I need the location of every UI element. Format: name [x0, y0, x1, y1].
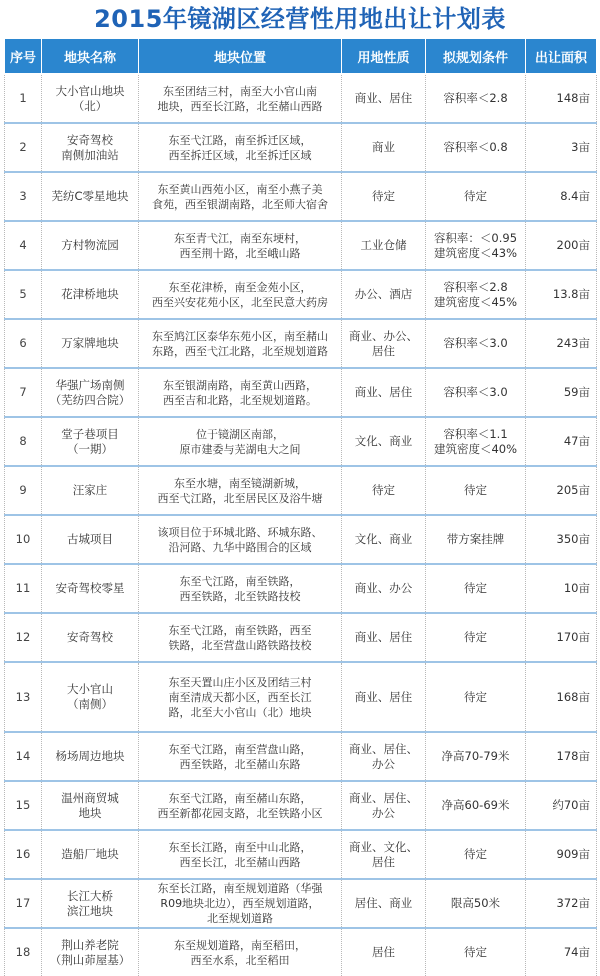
table-row	[5, 515, 597, 564]
cell-index: 16	[5, 830, 42, 879]
cell-parcel-name: 华强广场南侧 （芜纺四合院）	[42, 368, 139, 417]
cell-planning-conditions: 净高70-79米	[426, 732, 526, 781]
cell-parcel-location: 位于镜湖区南部， 原市建委与芜湖电大之间	[139, 417, 342, 466]
cell-parcel-location: 东至弋江路，南至拆迁区域， 西至拆迁区域，北至拆迁区域	[139, 123, 342, 172]
cell-land-use: 待定	[342, 172, 426, 221]
cell-transfer-area: 13.8亩	[526, 270, 597, 319]
cell-transfer-area: 350亩	[526, 515, 597, 564]
cell-transfer-area: 178亩	[526, 732, 597, 781]
cell-parcel-location: 东至长江路，南至中山北路， 西至长江，北至赭山西路	[139, 830, 342, 879]
cell-parcel-name: 安奇驾校零星	[42, 564, 139, 613]
cell-planning-conditions: 容积率＜2.8	[426, 74, 526, 123]
cell-transfer-area: 59亩	[526, 368, 597, 417]
cell-index: 15	[5, 781, 42, 830]
cell-planning-conditions: 待定	[426, 564, 526, 613]
cell-transfer-area: 170亩	[526, 613, 597, 662]
table-row	[5, 830, 597, 879]
cell-index: 8	[5, 417, 42, 466]
table-row	[5, 613, 597, 662]
cell-land-use: 文化、商业	[342, 417, 426, 466]
cell-land-use: 商业、居住	[342, 74, 426, 123]
cell-parcel-name: 温州商贸城 地块	[42, 781, 139, 830]
cell-parcel-name: 安奇驾校	[42, 613, 139, 662]
table-row	[5, 879, 597, 928]
cell-index: 14	[5, 732, 42, 781]
cell-land-use: 文化、商业	[342, 515, 426, 564]
cell-parcel-name: 长江大桥 滨江地块	[42, 879, 139, 928]
header-index: 序号	[5, 39, 42, 75]
cell-transfer-area: 8.4亩	[526, 172, 597, 221]
cell-transfer-area: 243亩	[526, 319, 597, 368]
cell-parcel-name: 芜纺C零星地块	[42, 172, 139, 221]
cell-parcel-location: 东至长江路，南至规划道路（华强 R09地块北边），西至规划道路， 北至规划道路	[139, 879, 342, 928]
cell-index: 18	[5, 928, 42, 976]
table-row	[5, 466, 597, 515]
cell-parcel-name: 花津桥地块	[42, 270, 139, 319]
cell-parcel-name: 大小官山地块 （北）	[42, 74, 139, 123]
cell-planning-conditions: 容积率＜2.8 建筑密度＜45%	[426, 270, 526, 319]
table-row	[5, 319, 597, 368]
cell-land-use: 商业、居住、 办公	[342, 732, 426, 781]
land-plan-table	[4, 38, 597, 976]
cell-index: 9	[5, 466, 42, 515]
cell-planning-conditions: 容积率＜1.1 建筑密度＜40%	[426, 417, 526, 466]
cell-parcel-name: 方村物流园	[42, 221, 139, 270]
cell-index: 11	[5, 564, 42, 613]
cell-land-use: 待定	[342, 466, 426, 515]
cell-land-use: 工业仓储	[342, 221, 426, 270]
cell-parcel-location: 东至银湖南路，南至黄山西路， 西至吉和北路，北至规划道路。	[139, 368, 342, 417]
cell-land-use: 居住、商业	[342, 879, 426, 928]
cell-parcel-location: 东至水塘，南至镜湖新城， 西至弋江路，北至居民区及浴牛塘	[139, 466, 342, 515]
cell-land-use: 商业、居住	[342, 662, 426, 732]
cell-transfer-area: 47亩	[526, 417, 597, 466]
table-row	[5, 221, 597, 270]
cell-land-use: 商业、文化、 居住	[342, 830, 426, 879]
cell-transfer-area: 148亩	[526, 74, 597, 123]
cell-index: 10	[5, 515, 42, 564]
cell-parcel-name: 古城项目	[42, 515, 139, 564]
cell-land-use: 居住	[342, 928, 426, 976]
table-row	[5, 662, 597, 732]
cell-parcel-location: 东至花津桥，南至金苑小区， 西至兴安花苑小区，北至民意大药房	[139, 270, 342, 319]
header-planning-conditions: 拟规划条件	[426, 39, 526, 75]
header-transfer-area: 出让面积	[526, 39, 597, 75]
table-row	[5, 732, 597, 781]
cell-planning-conditions: 限高50米	[426, 879, 526, 928]
table-row	[5, 172, 597, 221]
cell-parcel-location: 东至弋江路，南至铁路，西至 铁路，北至营盘山路铁路技校	[139, 613, 342, 662]
table-row	[5, 417, 597, 466]
cell-transfer-area: 10亩	[526, 564, 597, 613]
table-row	[5, 928, 597, 976]
cell-parcel-name: 堂子巷项目 （一期）	[42, 417, 139, 466]
cell-parcel-name: 大小官山 （南侧）	[42, 662, 139, 732]
cell-planning-conditions: 净高60-69米	[426, 781, 526, 830]
cell-parcel-location: 东至团结三村，南至大小官山南 地块，西至长江路，北至赭山西路	[139, 74, 342, 123]
cell-planning-conditions: 带方案挂牌	[426, 515, 526, 564]
cell-index: 3	[5, 172, 42, 221]
cell-index: 5	[5, 270, 42, 319]
cell-planning-conditions: 待定	[426, 830, 526, 879]
cell-index: 17	[5, 879, 42, 928]
cell-parcel-name: 万家牌地块	[42, 319, 139, 368]
cell-transfer-area: 372亩	[526, 879, 597, 928]
page-title: 2015年镜湖区经营性用地出让计划表	[94, 5, 506, 33]
cell-index: 4	[5, 221, 42, 270]
cell-parcel-location: 东至弋江路，南至铁路， 西至铁路，北至铁路技校	[139, 564, 342, 613]
cell-index: 13	[5, 662, 42, 732]
cell-land-use: 商业	[342, 123, 426, 172]
cell-parcel-name: 造船厂地块	[42, 830, 139, 879]
cell-transfer-area: 3亩	[526, 123, 597, 172]
cell-land-use: 商业、办公、 居住	[342, 319, 426, 368]
cell-parcel-location: 东至黄山西苑小区，南至小燕子美 食苑，西至银湖南路，北至师大宿舍	[139, 172, 342, 221]
cell-parcel-name: 安奇驾校 南侧加油站	[42, 123, 139, 172]
table-header-row	[5, 39, 597, 75]
header-parcel-location: 地块位置	[139, 39, 342, 75]
cell-index: 6	[5, 319, 42, 368]
cell-planning-conditions: 待定	[426, 172, 526, 221]
cell-parcel-location: 东至弋江路，南至营盘山路， 西至铁路，北至赭山东路	[139, 732, 342, 781]
cell-transfer-area: 205亩	[526, 466, 597, 515]
cell-land-use: 办公、酒店	[342, 270, 426, 319]
cell-parcel-location: 东至天置山庄小区及团结三村 南至清成天都小区，西至长江 路，北至大小官山（北）地块	[139, 662, 342, 732]
cell-parcel-location: 东至青弋江，南至东埂村， 西至荆十路，北至峨山路	[139, 221, 342, 270]
cell-transfer-area: 909亩	[526, 830, 597, 879]
cell-parcel-location: 东至弋江路，南至赭山东路， 西至新都花园支路，北至铁路小区	[139, 781, 342, 830]
cell-planning-conditions: 容积率＜3.0	[426, 319, 526, 368]
cell-planning-conditions: 待定	[426, 466, 526, 515]
table-row	[5, 368, 597, 417]
cell-index: 12	[5, 613, 42, 662]
cell-transfer-area: 74亩	[526, 928, 597, 976]
cell-planning-conditions: 容积率＜0.8	[426, 123, 526, 172]
header-parcel-name: 地块名称	[42, 39, 139, 75]
cell-land-use: 商业、办公	[342, 564, 426, 613]
cell-planning-conditions: 容积率＜3.0	[426, 368, 526, 417]
cell-planning-conditions: 待定	[426, 662, 526, 732]
cell-parcel-name: 荆山养老院 （荆山茆屋基）	[42, 928, 139, 976]
cell-land-use: 商业、居住、 办公	[342, 781, 426, 830]
cell-parcel-name: 汪家庄	[42, 466, 139, 515]
cell-planning-conditions: 待定	[426, 613, 526, 662]
cell-parcel-name: 杨场周边地块	[42, 732, 139, 781]
table-row	[5, 781, 597, 830]
cell-land-use: 商业、居住	[342, 613, 426, 662]
table-row	[5, 564, 597, 613]
cell-land-use: 商业、居住	[342, 368, 426, 417]
cell-index: 2	[5, 123, 42, 172]
cell-index: 1	[5, 74, 42, 123]
cell-parcel-location: 东至规划道路，南至稻田， 西至水系，北至稻田	[139, 928, 342, 976]
cell-transfer-area: 约70亩	[526, 781, 597, 830]
table-row	[5, 123, 597, 172]
cell-transfer-area: 200亩	[526, 221, 597, 270]
cell-parcel-location: 东至鸠江区泰华东苑小区，南至赭山 东路，西至弋江北路，北至规划道路	[139, 319, 342, 368]
cell-index: 7	[5, 368, 42, 417]
cell-transfer-area: 168亩	[526, 662, 597, 732]
cell-planning-conditions: 容积率：＜0.95 建筑密度＜43%	[426, 221, 526, 270]
table-row	[5, 74, 597, 123]
table-row	[5, 270, 597, 319]
cell-planning-conditions: 待定	[426, 928, 526, 976]
cell-parcel-location: 该项目位于环城北路、环城东路、 沿河路、九华中路围合的区域	[139, 515, 342, 564]
header-land-use: 用地性质	[342, 39, 426, 75]
